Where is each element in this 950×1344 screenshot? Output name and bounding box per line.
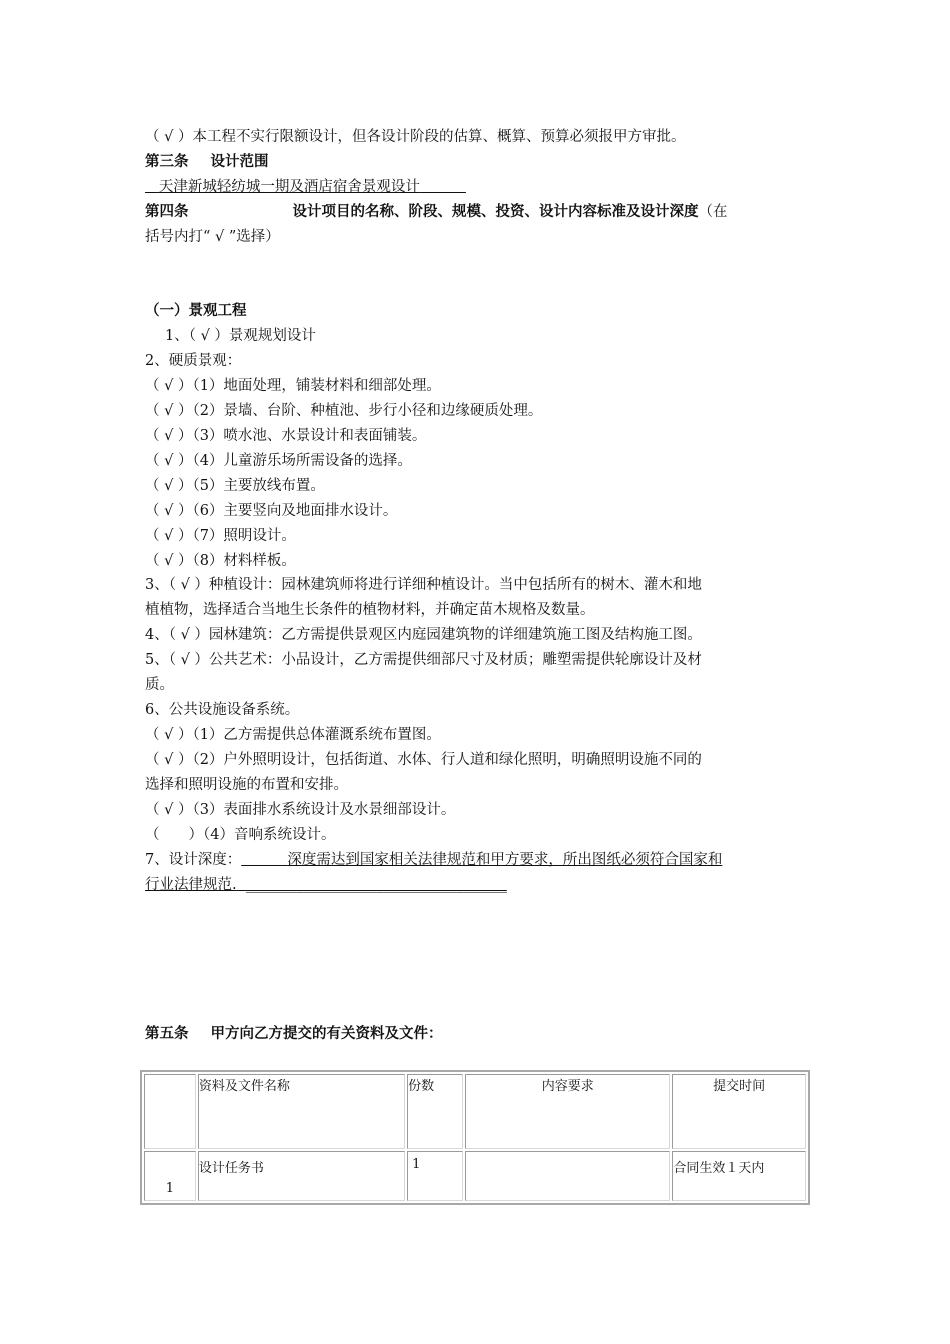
item-line: 质。 xyxy=(145,677,174,693)
item-line: （ √ ）（7）照明设计。 xyxy=(145,528,296,544)
item-line: 3、（ √ ）种植设计：园林建筑师将进行详细种植设计。当中包括所有的树木、灌木和地 xyxy=(145,577,702,593)
item-line: 植植物，选择适合当地生长条件的植物材料，并确定苗木规格及数量。 xyxy=(145,602,595,618)
header-cell-name: 资料及文件名称 xyxy=(198,1074,405,1149)
table-row xyxy=(144,1151,806,1201)
item-line: 2、硬质景观： xyxy=(145,353,242,369)
item-line: 6、公共设施设备系统。 xyxy=(145,702,300,718)
table-header-row xyxy=(144,1074,806,1149)
item-line: （ ）（4）音响系统设计。 xyxy=(145,827,336,843)
item-line: 1、（ √ ）景观规划设计 xyxy=(165,328,316,344)
item-line: （ √ ）（3）表面排水系统设计及水景细部设计。 xyxy=(145,802,456,818)
header-cell-content: 内容要求 xyxy=(465,1074,670,1149)
design-depth-line xyxy=(145,850,722,870)
article-4-note: （在 xyxy=(698,204,728,220)
section-landscape: （一）景观工程 xyxy=(145,302,247,319)
item-line: 4、（ √ ）园林建筑：乙方需提供景观区内庭园建筑物的详细建筑施工图及结构施工图。 xyxy=(145,627,702,643)
item-line: （ √ ）（1）地面处理，铺装材料和细部处理。 xyxy=(145,378,441,394)
item-line: （ √ ）（1）乙方需提供总体灌溉系统布置图。 xyxy=(145,727,441,743)
design-depth-text: 深度需达到国家相关法律规范和甲方要求，所出图纸必须符合国家和 xyxy=(287,852,723,868)
design-depth-cont: 行业法律规范. ____________________________________ xyxy=(145,877,507,893)
item-line: （ √ ）（3）喷水池、水景设计和表面铺装。 xyxy=(145,428,427,444)
header-cell-count: 份数 xyxy=(407,1074,463,1149)
item-line: （ √ ）（4）儿童游乐场所需设备的选择。 xyxy=(145,453,412,469)
materials-table xyxy=(140,1070,810,1205)
item-line: （ √ ）（2）户外照明设计，包括街道、水体、行人道和绿化照明，明确照明设施不同的 xyxy=(145,752,702,768)
article-4-title: 设计项目的名称、阶段、规模、投资、设计内容标准及设计深度 xyxy=(292,203,699,220)
header-cell-time: 提交时间 xyxy=(672,1074,806,1149)
article-3-heading xyxy=(145,152,269,172)
row-no: 1 xyxy=(144,1151,196,1201)
item-line: （ √ ）（6）主要竖向及地面排水设计。 xyxy=(145,503,398,519)
row-count: 1 xyxy=(407,1151,463,1201)
article-4-label: 第四条 xyxy=(145,203,189,220)
item-line: （ √ ）（2）景墙、台阶、种植池、步行小径和边缘硬质处理。 xyxy=(145,403,543,419)
item-line: （ √ ）（5）主要放线布置。 xyxy=(145,478,325,494)
article-4-note-cont: 括号内打“ √ ”选择） xyxy=(145,229,280,245)
article-3-label: 第三条 xyxy=(145,153,189,170)
header-cell-no xyxy=(144,1074,196,1149)
item-line: 5、（ √ ）公共艺术：小品设计，乙方需提供细部尺寸及材质；雕塑需提供轮廓设计及材 xyxy=(145,652,702,668)
design-depth-label: 7、设计深度： xyxy=(145,852,242,868)
row-name: 设计任务书 xyxy=(198,1151,405,1201)
article-4-heading xyxy=(145,202,728,222)
article-5-label: 第五条 xyxy=(145,1025,189,1042)
row-content xyxy=(465,1151,670,1201)
row-time: 合同生效１天内 xyxy=(672,1151,806,1201)
item-line: 选择和照明设施的布置和安排。 xyxy=(145,777,348,793)
item-line: （ √ ）（8）材料样板。 xyxy=(145,553,296,569)
article-3-title: 设计范围 xyxy=(210,153,269,170)
intro-line: （ √ ）本工程不实行限额设计，但各设计阶段的估算、概算、预算必须报甲方审批。 xyxy=(145,129,686,145)
article-3-content: 天津新城轻纺城一期及酒店宿舍景观设计 xyxy=(158,179,420,195)
article-5-title: 甲方向乙方提交的有关资料及文件： xyxy=(210,1025,443,1042)
article-5-heading xyxy=(145,1024,443,1044)
